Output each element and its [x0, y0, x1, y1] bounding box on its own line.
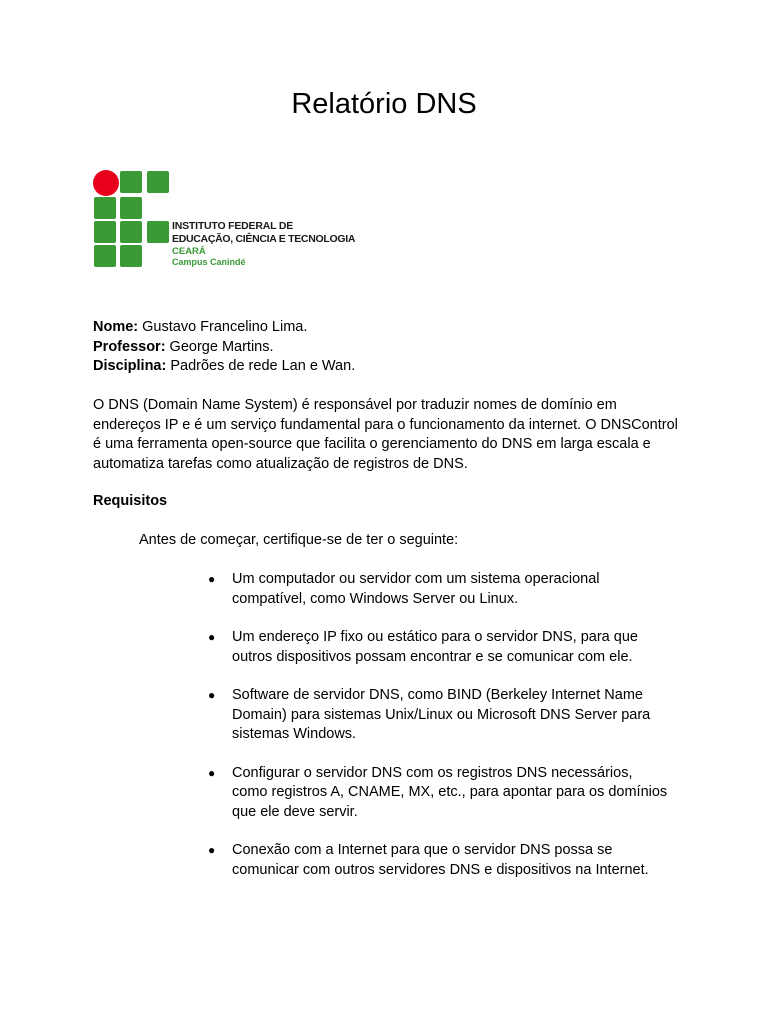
list-item-text: Software de servidor DNS, como BIND (Berkeley Internet Name Domain) para sistemas Unix/Linux ou Microsoft DNS Server para sistemas Windows.: [232, 687, 651, 742]
list-item-text: Configurar o servidor DNS com os registros DNS necessários, como registros A, CNAME, MX, etc., para apontar para os domínios que ele deve servir.: [232, 764, 668, 820]
bullet-icon: ●: [208, 843, 216, 857]
meta-discipline-label: Disciplina:: [93, 358, 167, 374]
logo-square: [94, 245, 116, 267]
institution-logo: [93, 170, 373, 270]
list-item: [208, 628, 668, 667]
list-item: [208, 686, 668, 745]
logo-text-campus: Campus Canindé: [172, 257, 246, 267]
meta-name-label: Nome:: [93, 319, 139, 335]
meta-professor-value: George Martins.: [165, 338, 274, 355]
list-item-text: Um endereço IP fixo ou estático para o servidor DNS, para que outros dispositivos possam encontrar e se comunicar com ele.: [232, 629, 638, 665]
document-title: Relatório DNS: [291, 88, 477, 120]
document-meta: [93, 318, 693, 377]
requirements-heading: Requisitos: [93, 493, 168, 509]
logo-square: [120, 245, 142, 267]
logo-square: [147, 221, 169, 243]
logo-square: [120, 221, 142, 243]
logo-red-circle: [93, 170, 119, 196]
requirements-list: [208, 570, 668, 899]
logo-square: [120, 197, 142, 219]
meta-professor-label: Professor:: [93, 338, 166, 355]
logo-square: [147, 171, 169, 193]
bullet-icon: ●: [208, 688, 216, 702]
logo-text-line-2: EDUCAÇÃO, CIÊNCIA E TECNOLOGIA: [172, 233, 356, 245]
meta-professor-row: [93, 338, 693, 358]
bullet-icon: ●: [208, 765, 216, 780]
logo-text-state: CEARÁ: [172, 246, 206, 257]
logo-square: [120, 171, 142, 193]
intro-paragraph: O DNS (Domain Name System) é responsável por traduzir nomes de domínio em endereços IP e é um serviço fundamental para o funcionamento da internet. O DNSControl é uma ferramenta open-source que facilita o gerenciamento do DNS em larga escala e automatiza tarefas como atualização de registros de DNS.: [93, 397, 678, 472]
bullet-icon: ●: [208, 630, 216, 644]
bullet-icon: ●: [208, 572, 216, 586]
list-item-text: Um computador ou servidor com um sistema operacional compatível, como Windows Server ou Linux.: [232, 571, 600, 607]
list-item: [208, 764, 668, 823]
meta-name-row: [93, 318, 693, 338]
list-item: [208, 570, 668, 609]
logo-square: [94, 221, 116, 243]
list-item-text: Conexão com a Internet para que o servidor DNS possa se comunicar com outros servidores DNS e dispositivos na Internet.: [232, 842, 649, 878]
meta-discipline-value: Padrões de rede Lan e Wan.: [166, 358, 356, 374]
meta-name-value: Gustavo Francelino Lima.: [138, 319, 308, 335]
logo-square: [94, 197, 116, 219]
requirements-lead: Antes de começar, certifique-se de ter o seguinte:: [139, 532, 459, 548]
logo-text-line-1: INSTITUTO FEDERAL DE: [172, 220, 294, 232]
list-item: [208, 841, 668, 880]
meta-discipline-row: [93, 357, 693, 377]
